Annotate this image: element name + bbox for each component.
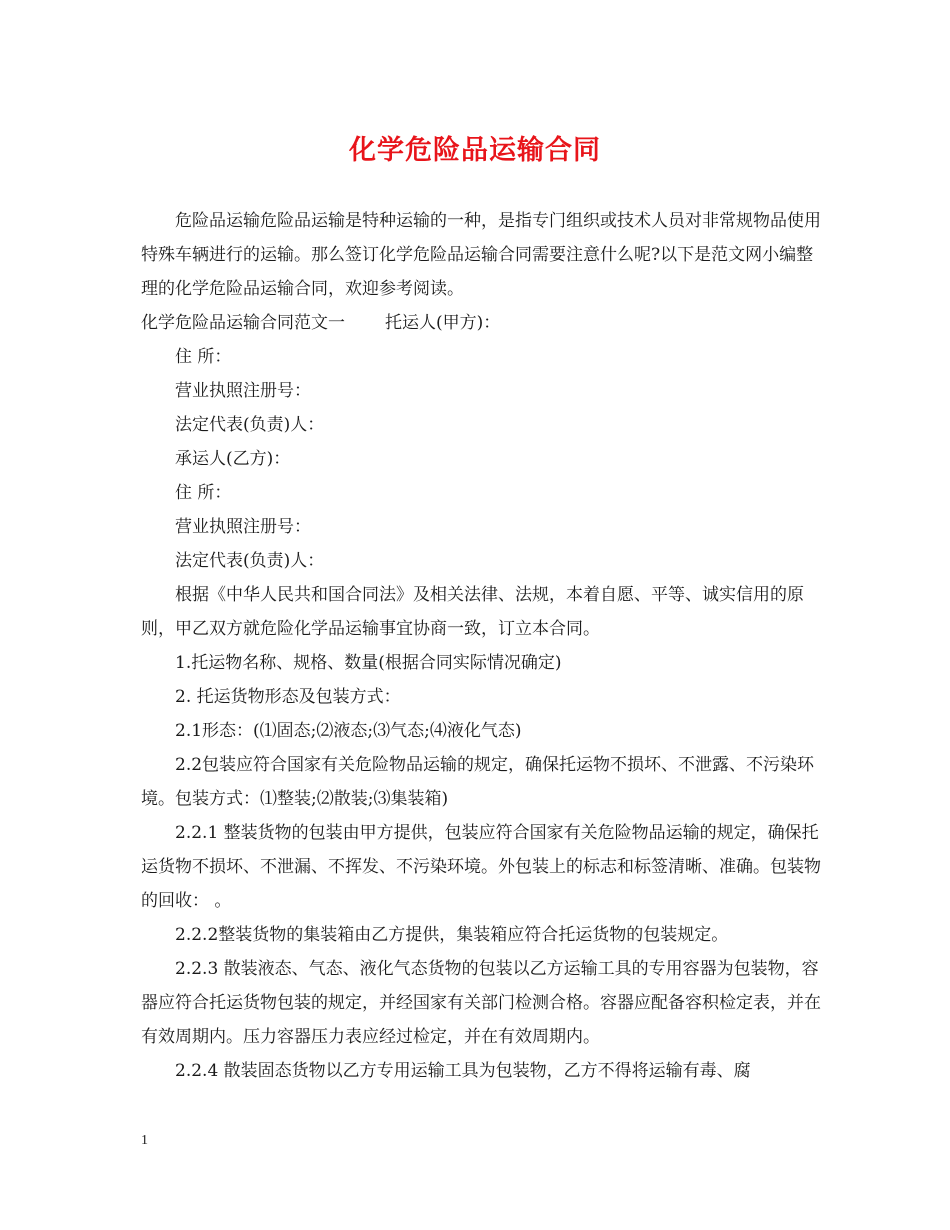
- carrier-label: 承运人(乙方)：: [175, 449, 291, 469]
- clause-2-2-2: 2.2.2整装货物的集装箱由乙方提供，集装箱应符合托运货物的包装规定。: [175, 925, 729, 945]
- page-number: 1: [141, 1133, 148, 1148]
- document-body: [141, 204, 821, 1088]
- clause-2: 2. 托运货物形态及包装方式：: [175, 687, 401, 707]
- consignor-label: 托运人(甲方)：: [385, 313, 501, 333]
- clause-2-2: 2.2包装应符合国家有关危险物品运输的规定，确保托运物不损坏、不泄露、不污染环境。包装方式：⑴整装;⑵散装;⑶集装箱): [141, 755, 815, 809]
- carrier-address-field: 住 所：: [175, 483, 232, 503]
- carrier-representative-field: 法定代表(负责)人：: [175, 551, 325, 571]
- clause-2-2-3: 2.2.3 散装液态、气态、液化气态货物的包装以乙方运输工具的专用容器为包装物，容器应符合托运货物包装的规定，并经国家有关部门检测合格。容器应配备容积检定表，并在有效周期内。压力容器压力表应经过检定，并在有效周期内。: [141, 959, 821, 1047]
- document-title: 化学危险品运输合同: [349, 135, 601, 166]
- intro-paragraph: 危险品运输危险品运输是特种运输的一种，是指专门组织或技术人员对非常规物品使用特殊车辆进行的运输。那么签订化学危险品运输合同需要注意什么呢?以下是范文网小编整理的化学危险品运输合同，欢迎参考阅读。: [141, 211, 821, 299]
- carrier-license-field: 营业执照注册号：: [175, 517, 311, 537]
- clause-2-1: 2.1形态：(⑴固态;⑵液态;⑶气态;⑷液化气态): [175, 721, 522, 741]
- clause-1: 1.托运物名称、规格、数量(根据合同实际情况确定): [175, 653, 562, 673]
- consignor-license-field: 营业执照注册号：: [175, 381, 311, 401]
- sample-heading: 化学危险品运输合同范文一: [141, 313, 345, 333]
- clause-2-2-4: 2.2.4 散装固态货物以乙方专用运输工具为包装物，乙方不得将运输有毒、腐: [175, 1061, 751, 1081]
- clause-2-2-1: 2.2.1 整装货物的包装由甲方提供，包装应符合国家有关危险物品运输的规定，确保托运货物不损坏、不泄漏、不挥发、不污染环境。外包装上的标志和标签清晰、准确。包装物的回收： 。: [141, 823, 821, 911]
- consignor-representative-field: 法定代表(负责)人：: [175, 415, 325, 435]
- basis-paragraph: 根据《中华人民共和国合同法》及相关法律、法规，本着自愿、平等、诚实信用的原则，甲乙双方就危险化学品运输事宜协商一致，订立本合同。: [141, 585, 804, 639]
- sample-heading-line: [141, 306, 821, 340]
- consignor-address-field: 住 所：: [175, 347, 232, 367]
